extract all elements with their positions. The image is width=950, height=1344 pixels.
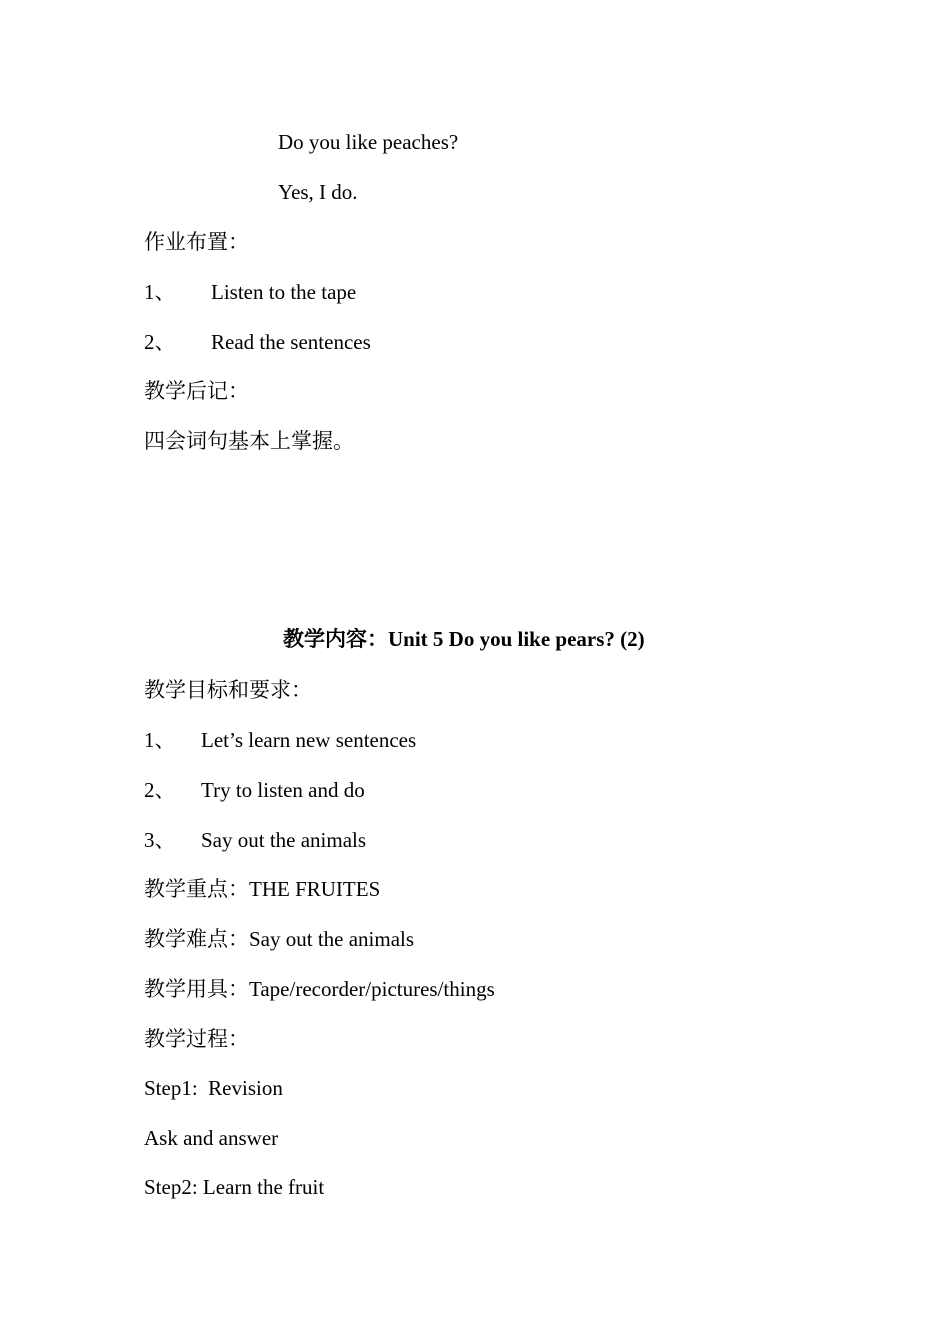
homework-item-number: 2、: [144, 330, 176, 354]
homework-item: [144, 329, 371, 355]
dialogue-question: Do you like peaches?: [278, 130, 459, 154]
difficult-point: 教学难点：Say out the animals: [144, 927, 415, 951]
process-step: Step2: Learn the fruit: [144, 1175, 325, 1199]
objective-item-text: Try to listen and do: [201, 778, 365, 802]
objective-item-number: 2、: [144, 778, 176, 802]
objectives-heading: 教学目标和要求：: [144, 678, 312, 702]
objective-item-text: Say out the animals: [201, 828, 367, 852]
homework-item-text: Read the sentences: [211, 330, 371, 354]
lesson-title: 教学内容：Unit 5 Do you like pears? (2): [283, 627, 645, 651]
objective-item-number: 1、: [144, 728, 176, 752]
objective-item-text: Let’s learn new sentences: [201, 728, 417, 752]
objective-item: [144, 777, 365, 803]
teaching-aids: 教学用具：Tape/recorder/pictures/things: [144, 977, 495, 1001]
process-step: Ask and answer: [144, 1126, 279, 1150]
homework-item-text: Listen to the tape: [211, 280, 357, 304]
homework-item: [144, 279, 356, 305]
postscript-heading: 教学后记：: [144, 379, 249, 403]
objective-item: [144, 827, 366, 853]
process-heading: 教学过程：: [144, 1027, 249, 1051]
homework-heading: 作业布置：: [144, 230, 249, 254]
objective-item: [144, 727, 416, 753]
objective-item-number: 3、: [144, 828, 176, 852]
key-point: 教学重点：THE FRUITES: [144, 877, 381, 901]
dialogue-answer: Yes, I do.: [278, 180, 358, 204]
postscript-text: 四会词句基本上掌握。: [144, 429, 354, 453]
homework-item-number: 1、: [144, 280, 176, 304]
process-step: Step1: Revision: [144, 1076, 283, 1100]
